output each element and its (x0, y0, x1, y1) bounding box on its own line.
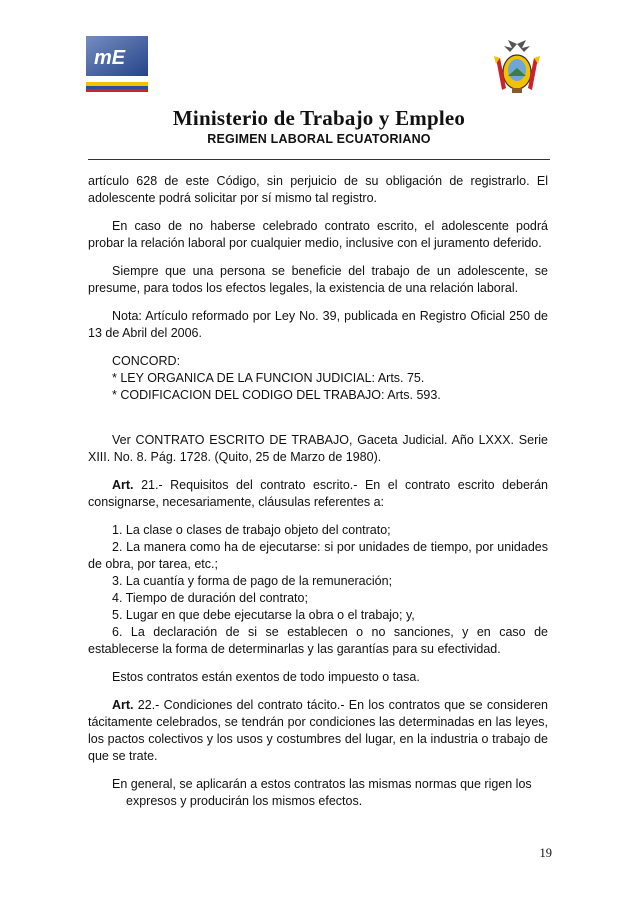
paragraph: Ver CONTRATO ESCRITO DE TRABAJO, Gaceta Judicial. Año LXXX. Serie XIII. No. 8. Pág. 1728. (Quito, 25 de Marzo de 1980). (88, 433, 548, 464)
list-item: 3. La cuantía y forma de pago de la remuneración; (112, 574, 393, 588)
svg-text:mE: mE (94, 47, 126, 69)
page-subtitle: REGIMEN LABORAL ECUATORIANO (207, 132, 431, 146)
paragraph: artículo 628 de este Código, sin perjuicio de su obligación de registrarlo. El adolescente podrá solicitar por sí mismo tal registro. (88, 174, 548, 205)
paragraph: En general, se aplicarán a estos contratos las mismas normas que rigen los expresos y producirán los mismos efectos. (112, 777, 532, 808)
article-21 (88, 477, 548, 511)
paragraph: Nota: Artículo reformado por Ley No. 39, publicada en Registro Oficial 250 de 13 de Abril del 2006. (88, 309, 548, 340)
paragraph: Estos contratos están exentos de todo impuesto o tasa. (112, 670, 420, 684)
header-divider (88, 159, 550, 160)
list-item: 5. Lugar en que debe ejecutarse la obra o el trabajo; y, (112, 608, 415, 622)
page-title: Ministerio de Trabajo y Empleo (172, 106, 466, 130)
list-item: 4. Tiempo de duración del contrato; (112, 591, 308, 605)
coat-of-arms-icon (486, 38, 548, 98)
ministry-logo (86, 36, 148, 96)
article-text: 22.- Condiciones del contrato tácito.- En los contratos que se consideren tácitamente celebrados, se tendrán por condiciones las determinadas en las leyes, los pactos colectivos y los usos y costumbres del lugar, en la industria o trabajo de que se trate. (88, 698, 548, 763)
list-item: 2. La manera como ha de ejecutarse: si por unidades de tiempo, por unidades de obra, por tarea, etc.; (88, 540, 548, 571)
list-item: 6. La declaración de si se establecen o no sanciones, y en caso de establecerse la forma de determinarlas y las garantías para su efectividad. (88, 625, 548, 656)
article-22 (88, 697, 548, 765)
concord-heading: CONCORD: (112, 354, 181, 368)
list-item: 1. La clase o clases de trabajo objeto del contrato; (112, 523, 391, 537)
article-label: Art. (112, 698, 134, 712)
paragraph: Siempre que una persona se beneficie del trabajo de un adolescente, se presume, para todos los efectos legales, la existencia de una relación laboral. (88, 264, 548, 295)
paragraph: En caso de no haberse celebrado contrato escrito, el adolescente podrá probar la relación laboral por cualquier medio, inclusive con el juramento deferido. (88, 219, 548, 250)
concord-item: * LEY ORGANICA DE LA FUNCION JUDICIAL: Arts. 75. (112, 371, 425, 385)
article-text: 21.- Requisitos del contrato escrito.- En el contrato escrito deberán consignarse, necesariamente, cláusulas referentes a: (88, 478, 548, 509)
article-label: Art. (112, 478, 134, 492)
concord-item: * CODIFICACION DEL CODIGO DEL TRABAJO: Arts. 593. (112, 388, 441, 402)
document-body (88, 173, 548, 810)
page-number: 19 (539, 846, 552, 860)
